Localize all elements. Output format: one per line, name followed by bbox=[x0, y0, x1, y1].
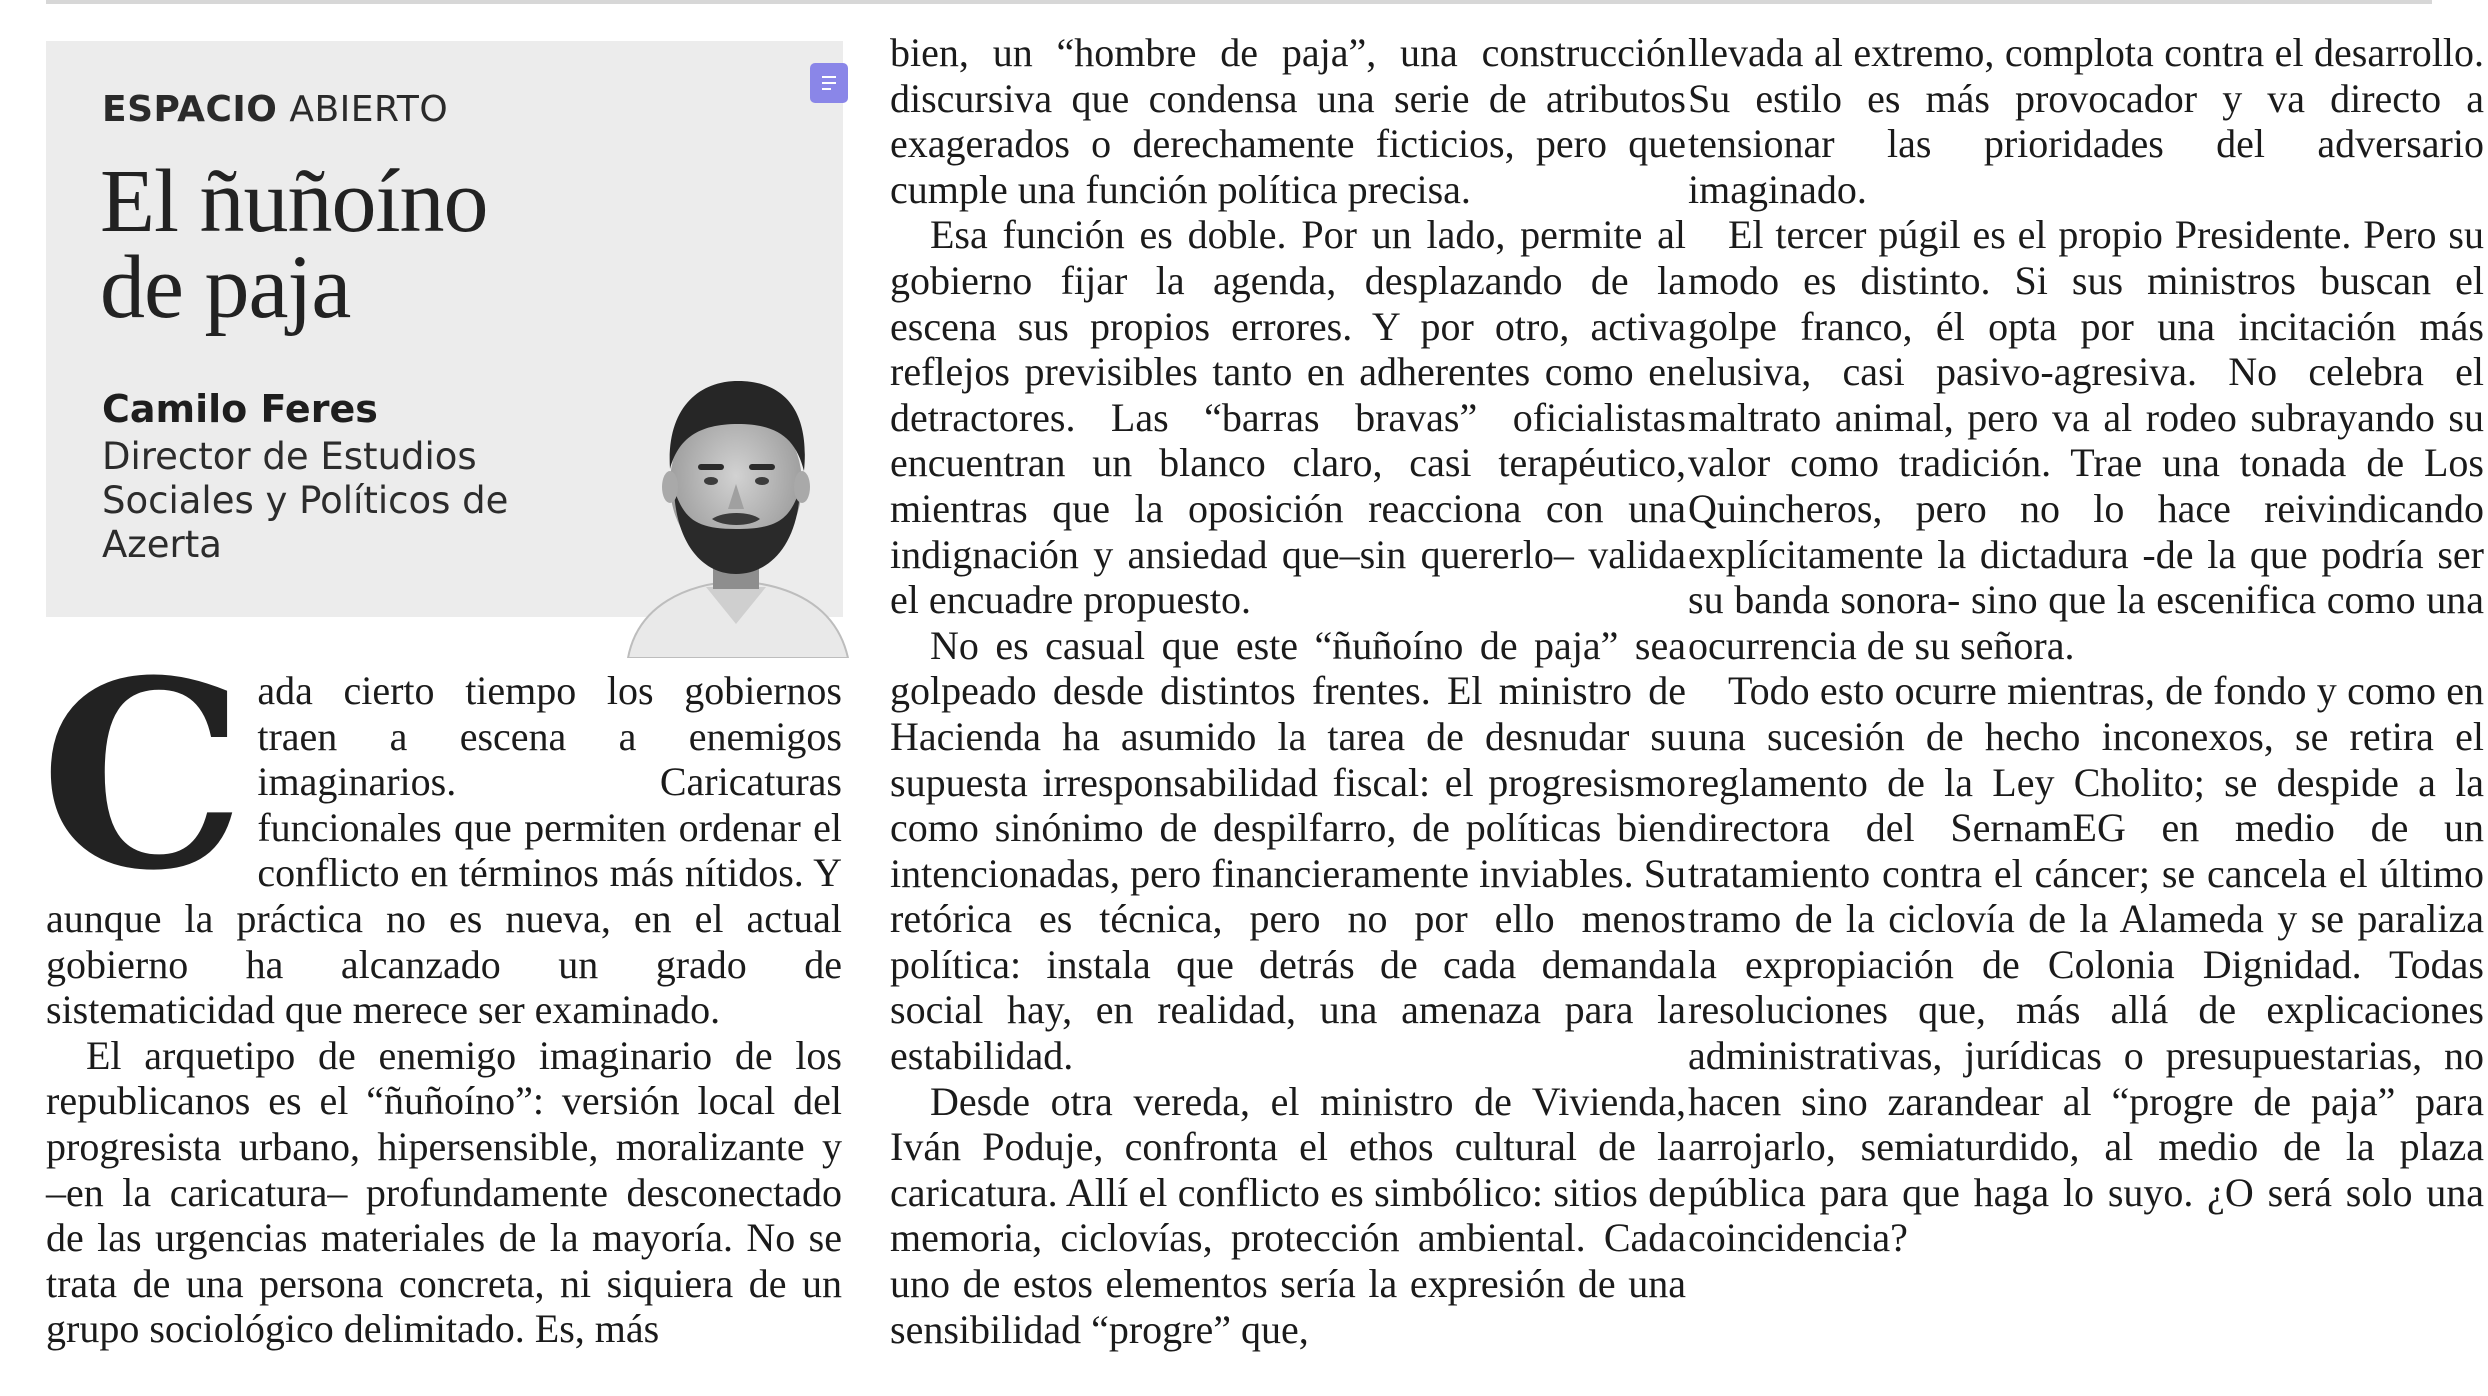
article-column-2 bbox=[890, 30, 1686, 1352]
top-rule bbox=[46, 0, 2432, 4]
opinion-header-box bbox=[46, 41, 843, 617]
paragraph-6: El tercer púgil es el propio Presidente. Pero su modo es distinto. Si sus ministros buscan el golpe franco, él opta por una incitación más elusiva, casi pasivo-agresiva. No celebra el maltrato animal, pero va al rodeo subrayando su valor como tradición. Trae una tonada de Los Quincheros, pero no lo hace reivindicando explícitamente la dictadura -de la que podría ser su banda sonora- sino que la escenifica como una ocurrencia de su señora. bbox=[1688, 212, 2484, 668]
headline bbox=[100, 152, 488, 337]
author-name: Camilo Feres bbox=[102, 387, 378, 431]
paragraph-7: Todo esto ocurre mientras, de fondo y como en una sucesión de hecho inconexos, se retira el reglamento de la Ley Cholito; se despide a la directora del SernamEG en medio de un tratamiento contra el cáncer; se cancela el último tramo de la ciclovía de la Alameda y se paraliza la expropiación de Colonia Dignidad. Todas resoluciones que, más allá de explicaciones administrativas, jurídicas o presupuestarias, no hacen sino zarandear al “progre de paja” para arrojarlo, semiaturdido, al medio de la plaza pública para que haga lo suyo. ¿O será solo una coincidencia? bbox=[1688, 668, 2484, 1261]
headline-line-1: El ñuñoíno bbox=[100, 152, 488, 251]
paragraph-4: No es casual que este “ñuñoíno de paja” sea golpeado desde distintos frentes. El ministro de Hacienda ha asumido la tarea de desnudar su supuesta irresponsabilidad fiscal: el progresismo como sinónimo de despilfarro, de políticas bien intencionadas, pero financieramente inviables. Su retórica es técnica, pero no por ello menos política: instala que detrás de cada demanda social hay, en realidad, una amenaza para la estabilidad. bbox=[890, 622, 1686, 1079]
article-column-1 bbox=[40, 624, 842, 1352]
note-icon[interactable] bbox=[810, 63, 848, 103]
headline-line-2: de paja bbox=[100, 238, 351, 337]
author-photo bbox=[618, 369, 854, 658]
kicker-bold: ESPACIO bbox=[102, 89, 278, 130]
paragraph-1: Cada cierto tiempo los gobiernos traen a escena a enemigos imaginarios. Caricaturas funcionales que permiten ordenar el conflicto en términos más nítidos. Y aunque la práctica no es nueva, en el actual gobierno ha alcanzado un grado de sistematicidad que merece ser examinado. bbox=[40, 624, 842, 1033]
drop-cap: C bbox=[40, 624, 246, 927]
article-column-3 bbox=[1688, 30, 2484, 1261]
paragraph-5-continued: llevada al extremo, complota contra el desarrollo. Su estilo es más provocador y va directo a tensionar las prioridades del adversario imaginado. bbox=[1688, 30, 2484, 212]
paragraph-2: El arquetipo de enemigo imaginario de los republicanos es el “ñuñoíno”: versión local del progresista urbano, hipersensible, moralizante y –en la caricatura– profundamente desconectado de las urgencias materiales de la mayoría. No se trata de una persona concreta, ni siquiera de un grupo sociológico delimitado. Es, más bbox=[46, 1032, 842, 1352]
section-kicker bbox=[102, 89, 448, 130]
paragraph-5: Desde otra vereda, el ministro de Vivienda, Iván Poduje, confronta el ethos cultural de la caricatura. Allí el conflicto es simbólico: sitios de memoria, ciclovías, protección ambiental. Cada uno de estos elementos sería la expresión de una sensibilidad “progre” que, bbox=[890, 1078, 1686, 1352]
author-role: Director de Estudios Sociales y Políticos de Azerta bbox=[102, 435, 509, 566]
kicker-light: ABIERTO bbox=[289, 89, 449, 130]
paragraph-3: Esa función es doble. Por un lado, permite al gobierno fijar la agenda, desplazando de la escena sus propios errores. Y por otro, activa reflejos previsibles tanto en adherentes como en detractores. Las “barras bravas” oficialistas encuentran un blanco claro, casi terapéutico, mientras que la oposición reacciona con una indignación y ansiedad que–sin quererlo– valida el encuadre propuesto. bbox=[890, 212, 1686, 623]
paragraph-2-continued: bien, un “hombre de paja”, una construcción discursiva que condensa una serie de atributos exagerados o derechamente ficticios, pero que cumple una función política precisa. bbox=[890, 30, 1686, 212]
